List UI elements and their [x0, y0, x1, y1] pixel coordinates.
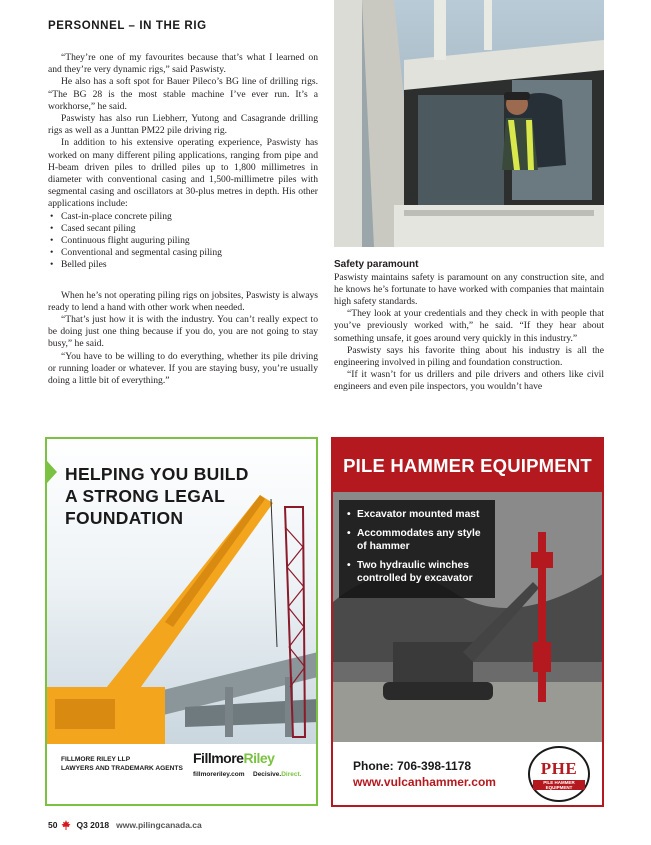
applications-list — [48, 211, 318, 272]
paragraph: Paswisty says his favorite thing about his industry is all the engineering involved in piling and foundation construction. — [334, 344, 604, 368]
ad-footer — [333, 742, 602, 805]
issue-label: Q3 2018 — [76, 820, 110, 830]
logo-text-accent: Riley — [243, 750, 275, 766]
section-header: PERSONNEL – IN THE RIG — [48, 20, 207, 32]
ad-title: PILE HAMMER EQUIPMENT — [333, 439, 602, 492]
feature-item: • Excavator mounted mast — [347, 508, 489, 521]
phone-number[interactable]: Phone: 706-398-1178 — [353, 759, 472, 773]
list-item: • Cased secant piling — [61, 223, 318, 235]
tagline-accent: Direct. — [281, 771, 302, 778]
page-folio — [48, 820, 202, 830]
excavator-photo — [333, 492, 602, 742]
tagline — [253, 771, 301, 778]
feature-item: • Two hydraulic winches controlled by excavator — [347, 559, 489, 585]
firm-name — [61, 755, 183, 773]
headline-line: A STRONG LEGAL — [65, 486, 226, 506]
features-box — [339, 500, 495, 598]
ad-footer — [47, 744, 316, 804]
paragraph: “That’s just how it is with the industry. You can’t really expect to be doing just one thing because if you do, you are not going to stay busy,” he said. — [48, 314, 318, 350]
logo-text: Fillmore — [193, 750, 244, 766]
logo-text: PHE — [540, 759, 578, 778]
firm-name-line: FILLMORE RILEY LLP — [61, 756, 131, 763]
firm-description: LAWYERS AND TRADEMARK AGENTS — [61, 765, 183, 772]
vulcanhammer-website-link[interactable]: www.vulcanhammer.com — [353, 775, 496, 789]
left-article-column — [48, 52, 318, 387]
list-item: • Conventional and segmental casing piling — [61, 247, 318, 259]
phe-logo — [528, 746, 590, 802]
paragraph: “If it wasn’t for us drillers and pile drivers and others like civil engineers and even pile inspectors, you wouldn’t have — [334, 369, 604, 393]
list-item: • Continuous flight auguring piling — [61, 235, 318, 247]
fillmore-website-link[interactable]: fillmoreriley.com — [193, 771, 245, 778]
maple-leaf-icon — [61, 820, 71, 830]
subhead: Safety paramount — [334, 259, 419, 270]
ad-headline — [65, 463, 249, 529]
list-item: • Belled piles — [61, 259, 318, 271]
fillmore-riley-logo[interactable] — [193, 750, 274, 766]
logo-subtext: PILE HAMMER EQUIPMENT — [533, 780, 585, 790]
headline-line: HELPING YOU BUILD — [65, 464, 249, 484]
paragraph: “They look at your credentials and they check in with people that you’ve previously worked with,” he said. “If they hear about something unsafe, it goes around very quickly in this industry.” — [334, 308, 604, 344]
paragraph: He also has a soft spot for Bauer Pileco’s BG line of drilling rigs. “The BG 28 is the most stable machine I’ve ever run. It’s a workhorse,” he said. — [48, 76, 318, 112]
site-url-link[interactable]: www.pilingcanada.ca — [116, 820, 202, 830]
feature-item: • Accommodates any style of hammer — [347, 527, 489, 553]
tagline-text: Decisive. — [253, 771, 282, 778]
list-item: • Cast-in-place concrete piling — [61, 211, 318, 223]
pile-hammer-equipment-ad[interactable] — [331, 437, 604, 807]
paragraph: “They’re one of my favourites because that’s what I learned on and they’re very dynamic rigs,” said Paswisty. — [48, 52, 318, 76]
right-article-column — [334, 259, 604, 394]
paragraph: When he’s not operating piling rigs on jobsites, Paswisty is always ready to lend a hand with other work when needed. — [48, 289, 318, 313]
arrow-marker-icon — [47, 461, 57, 483]
paragraph: Paswisty has also run Liebherr, Yutong and Casagrande drilling rigs as well as a Junttan PM22 pile driving rig. — [48, 113, 318, 137]
paragraph: In addition to his extensive operating experience, Paswisty has worked on many different piling applications, ranging from pipe and H-beam driven piles to drilled piles up to 1,800 millimetres in diameter with conventional casing and 1,500-millimetre piles with segmental casing and oscillators at 30-plus metres in depth. His other applications include: — [48, 137, 318, 210]
page-number: 50 — [48, 820, 58, 830]
headline-line: FOUNDATION — [65, 508, 184, 528]
fillmore-riley-ad[interactable] — [45, 437, 318, 806]
paragraph: Paswisty maintains safety is paramount on any construction site, and he knows he’s fortunate to have worked with companies that maintain high safety standards. — [334, 271, 604, 307]
paragraph: “You have to be willing to do everything, whether its pile driving or running loader or whatever. If you are staying busy, you’re usually doing a little bit of everything.” — [48, 350, 318, 387]
operator-in-rig-photo — [334, 0, 604, 247]
